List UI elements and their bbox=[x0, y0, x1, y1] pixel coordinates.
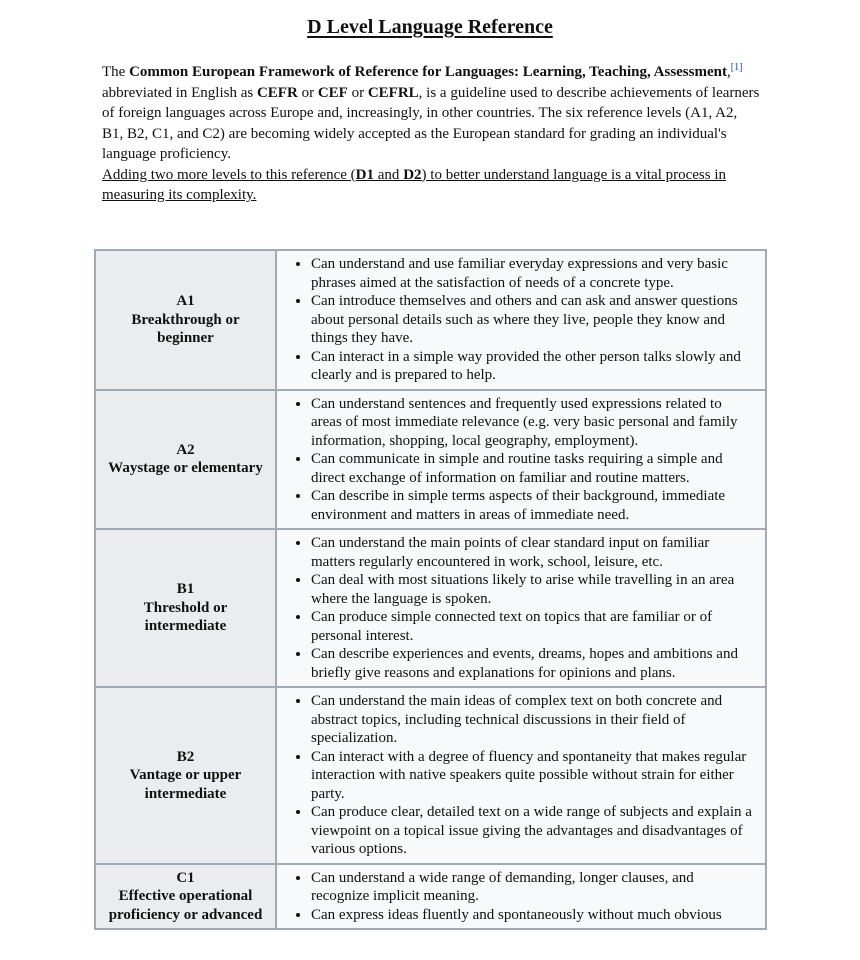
level-d2: D2 bbox=[403, 166, 422, 183]
intro-paragraph-1 bbox=[102, 62, 762, 165]
level-header-cell bbox=[95, 529, 276, 687]
descriptor-item: • Can understand the main points of clear standard input on familiar matters regularly encountered in work, school, leisure, etc. bbox=[311, 534, 755, 571]
text: or bbox=[297, 84, 318, 101]
table-row-a1 bbox=[95, 250, 766, 390]
level-code: A1 bbox=[176, 293, 195, 309]
level-name: Effective operational proficiency or advanced bbox=[108, 888, 263, 923]
abbr-cefrl: CEFRL bbox=[367, 84, 419, 101]
intro-paragraph-2 bbox=[102, 165, 762, 206]
descriptor-item: • Can express ideas fluently and spontaneously without much obvious bbox=[311, 906, 755, 925]
level-descriptors-cell bbox=[276, 250, 766, 390]
level-d1: D1 bbox=[355, 166, 375, 183]
abbr-cef: CEF bbox=[317, 84, 348, 101]
descriptor-item: • Can interact in a simple way provided the other person talks slowly and clearly and is prepared to help. bbox=[311, 348, 755, 385]
level-name: Breakthrough or beginner bbox=[131, 311, 240, 346]
level-header-cell bbox=[95, 390, 276, 530]
level-descriptors-cell bbox=[276, 529, 766, 687]
descriptor-item: • Can understand a wide range of demanding, longer clauses, and recognize implicit meaning. bbox=[311, 869, 755, 906]
level-name: Waystage or elementary bbox=[108, 460, 263, 477]
table-row-c1 bbox=[95, 864, 766, 930]
descriptor-list bbox=[277, 692, 755, 859]
abbr-cefr: CEFR bbox=[256, 84, 298, 101]
document-title: D Level Language Reference bbox=[307, 16, 553, 38]
table-row-b2 bbox=[95, 687, 766, 864]
level-header-cell bbox=[95, 687, 276, 864]
descriptor-item: • Can describe in simple terms aspects of their background, immediate environment and matters in areas of immediate need. bbox=[311, 487, 755, 524]
intro-section bbox=[102, 62, 762, 206]
descriptor-item: • Can understand and use familiar everyday expressions and very basic phrases aimed at the satisfaction of needs of a concrete type. bbox=[311, 255, 755, 292]
level-name: Vantage or upper intermediate bbox=[129, 767, 242, 802]
level-header-cell bbox=[95, 864, 276, 930]
descriptor-list bbox=[277, 395, 755, 525]
text: or bbox=[347, 84, 368, 101]
text: Adding two more levels to this reference ( bbox=[102, 166, 356, 183]
descriptor-item: • Can describe experiences and events, dreams, hopes and ambitions and briefly give reasons and explanations for opinions and plans. bbox=[311, 645, 755, 682]
text: The bbox=[102, 64, 130, 80]
level-code: B1 bbox=[176, 581, 195, 598]
level-descriptors-cell bbox=[276, 864, 766, 930]
descriptor-item: • Can interact with a degree of fluency and spontaneity that makes regular interaction with native speakers quite possible without strain for either party. bbox=[311, 748, 755, 804]
text: and bbox=[374, 166, 404, 183]
descriptor-item: • Can deal with most situations likely to arise while travelling in an area where the language is spoken. bbox=[311, 571, 755, 608]
level-reference-table bbox=[94, 249, 767, 930]
level-name: Threshold or intermediate bbox=[143, 599, 228, 635]
descriptor-list bbox=[277, 534, 755, 682]
level-code: A2 bbox=[176, 441, 195, 458]
descriptor-list bbox=[277, 869, 755, 925]
level-code: C1 bbox=[176, 869, 195, 886]
text: abbreviated in English as bbox=[102, 84, 257, 101]
table-row-b1 bbox=[95, 529, 766, 687]
descriptor-item: • Can understand the main ideas of complex text on both concrete and abstract topics, including technical discussions in their field of specialization. bbox=[311, 692, 755, 748]
descriptor-list bbox=[277, 255, 755, 385]
level-descriptors-cell bbox=[276, 390, 766, 530]
descriptor-item: • Can communicate in simple and routine tasks requiring a simple and direct exchange of information on familiar and routine matters. bbox=[311, 450, 755, 487]
level-descriptors-cell bbox=[276, 687, 766, 864]
level-code: B2 bbox=[176, 748, 195, 765]
footnote-link[interactable]: [1] bbox=[730, 62, 743, 73]
text: ) to better understand language is a vital process in measuring its complexity. bbox=[102, 166, 727, 203]
descriptor-item: • Can produce simple connected text on topics that are familiar or of personal interest. bbox=[311, 608, 755, 645]
text: , is a guideline used to describe achievements of learners of foreign languages across Europe and, increasingly, in other countries. The six reference levels (A1, A2, B1, B2, C1, and C2) are becoming widely accepted as the European standard for grading an individual's language proficiency. bbox=[102, 84, 760, 162]
descriptor-item: • Can introduce themselves and others and can ask and answer questions about personal details such as where they live, people they know and things they have. bbox=[311, 292, 755, 348]
level-header-cell bbox=[95, 250, 276, 390]
descriptor-item: • Can understand sentences and frequently used expressions related to areas of most immediate relevance (e.g. very basic personal and family information, shopping, local geography, employment). bbox=[311, 395, 755, 451]
framework-name: Common European Framework of Reference for Languages: Learning, Teaching, Assessment bbox=[129, 64, 727, 80]
descriptor-item: • Can produce clear, detailed text on a wide range of subjects and explain a viewpoint on a topical issue giving the advantages and disadvantages of various options. bbox=[311, 803, 755, 859]
table-row-a2 bbox=[95, 390, 766, 530]
text: , bbox=[726, 64, 731, 80]
